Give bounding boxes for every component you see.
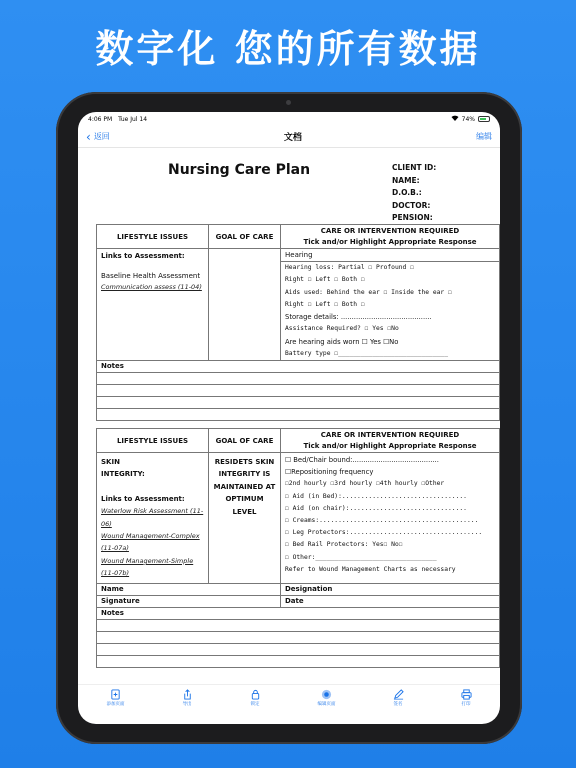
skin-line[interactable]: ☐Repositioning frequency [285,468,374,477]
assessment-link[interactable]: (11-07b) [101,569,130,578]
notes-label: Notes [97,361,500,373]
integrity-label: INTEGRITY: [101,470,145,479]
chevron-left-icon: ‹ [86,129,91,144]
intervention-cell-skin [281,453,500,584]
hearing-line[interactable]: Right ☐ Left ☐ Both ☐ [285,300,365,308]
hearing-line[interactable]: Right ☐ Left ☐ Both ☐ [285,276,365,284]
navigation-bar [78,126,500,148]
issue-cell-hearing [97,249,209,361]
name-field[interactable]: Name [97,583,281,595]
skin-line[interactable]: ☐ Aid (on chair):............................... [285,504,467,512]
client-pension-label: PENSION: [392,213,433,222]
skin-line[interactable]: ☐ Bed/Chair bound:........................................ [285,456,439,464]
header-care-line2: Tick and/or Highlight Appropriate Response [303,238,477,246]
assessment-link[interactable]: Wound Management-Complex [101,532,200,541]
hearing-line[interactable]: Are hearing aids worn ☐ Yes ☐No [285,337,399,346]
hearing-line[interactable]: Storage details: .......................................... [285,313,432,322]
intervention-cell-hearing [281,249,500,361]
date-field[interactable]: Date [281,595,500,607]
notes-line[interactable] [97,397,500,409]
notes-line[interactable] [97,373,500,385]
assessment-link[interactable]: (11-07a) [101,544,129,553]
goal-cell-skin [209,453,281,584]
header-goal-of-care: GOAL OF CARE [209,225,281,249]
client-doctor-label: DOCTOR: [392,200,431,210]
battery-percent: 74% [461,115,475,123]
lock-button[interactable] [250,689,261,707]
notes-line[interactable] [97,409,500,421]
communication-assess-link[interactable]: Communication assess (11-04) [101,283,202,291]
skin-line[interactable]: ☐ Creams:.......................................... [285,517,479,525]
header-care-required [281,225,500,249]
notes-label: Notes [97,607,500,619]
header-care-line1: CARE OR INTERVENTION REQUIRED [320,431,460,439]
designation-field[interactable]: Designation [281,583,500,595]
client-info-block [392,162,436,225]
hearing-line[interactable]: Hearing loss: Partial ☐ Profound ☐ [285,264,414,271]
goal-line: RESIDETS SKIN [214,458,275,466]
front-camera [286,100,291,105]
app-screen [78,112,500,724]
baseline-assessment-text: Baseline Health Assessment [101,272,201,280]
care-plan-table-skin [96,428,500,668]
signature-label: 签名 [393,702,403,707]
notes-line[interactable] [97,619,500,631]
header-goal-of-care: GOAL OF CARE [209,429,281,453]
signature-field[interactable]: Signature [97,595,281,607]
document-page[interactable] [88,156,490,678]
add-page-icon [110,689,121,700]
status-time: 4:06 PM [88,115,113,123]
skin-line[interactable]: ☐ Bed Rail Protectors: Yes☐ No☐ [285,541,403,549]
skin-line[interactable]: ☐ Aid (in Bed):................................. [285,492,467,500]
skin-line[interactable]: ☐ Other:________________________________ [285,553,437,561]
client-id-label: CLIENT ID: [392,163,437,172]
back-button[interactable] [86,131,110,142]
print-label: 打印 [461,702,471,707]
print-icon [461,689,472,700]
edit-page-button[interactable] [318,689,336,707]
notes-line[interactable] [97,385,500,397]
ipad-device-frame [56,92,522,744]
hearing-heading: Hearing [281,249,499,262]
assessment-link[interactable]: 06) [101,519,112,528]
lock-label: 锁定 [250,702,260,707]
skin-line[interactable]: ☐ Leg Protectors:................................... [285,529,483,537]
export-label: 导出 [182,702,192,707]
status-bar [78,112,500,126]
header-care-required [281,429,500,453]
status-date: Tue Jul 14 [118,115,148,123]
links-to-assessment-label: Links to Assessment: [101,494,185,503]
back-label: 返回 [93,132,110,141]
add-page-button[interactable] [107,689,125,707]
nav-title: 文档 [283,133,302,143]
edit-page-icon [321,689,332,700]
client-name-label: NAME: [392,175,420,185]
client-dob-label: D.O.B.: [392,188,422,197]
goal-line: OPTIMUM LEVEL [225,495,264,516]
print-button[interactable] [461,689,472,707]
skin-line[interactable]: ☐2nd hourly ☐3rd hourly ☐4th hourly ☐Other [285,480,445,488]
skin-line: Refer to Wound Management Charts as necessary [285,565,456,573]
edit-button[interactable]: 编辑 [475,132,492,141]
edit-page-label: 编辑页面 [317,702,336,707]
wifi-icon [451,115,459,123]
hearing-line[interactable]: Aids used: Behind the ear ☐ Inside the ear ☐ [285,288,452,296]
header-care-line2: Tick and/or Highlight Appropriate Response [303,442,477,450]
notes-line[interactable] [97,631,500,643]
links-to-assessment-label: Links to Assessment: [101,252,185,260]
battery-icon [478,116,490,122]
header-lifestyle-issues: LIFESTYLE ISSUES [97,225,209,249]
header-lifestyle-issues: LIFESTYLE ISSUES [97,429,209,453]
export-button[interactable] [182,689,193,707]
goal-cell-hearing [209,249,281,361]
assessment-link[interactable]: Waterlow Risk Assessment (11- [101,507,204,516]
lock-icon [250,689,261,700]
hero-title: 数字化 您的所有数据 [95,27,481,71]
hearing-line[interactable]: Assistance Required? ☐ Yes ☐No [285,325,399,333]
notes-line[interactable] [97,655,500,667]
assessment-link[interactable]: Wound Management-Simple [101,556,194,565]
battery-level [480,118,486,120]
goal-line: MAINTAINED AT [213,482,276,491]
hearing-line[interactable]: Battery type ☐_____________________________ [285,350,449,358]
add-page-label: 添加页面 [106,702,125,707]
care-plan-table-hearing [96,224,500,421]
goal-line: INTEGRITY IS [218,470,271,479]
issue-cell-skin [97,453,209,584]
skin-label: SKIN [101,458,120,466]
notes-line[interactable] [97,643,500,655]
signature-button[interactable] [393,689,404,707]
bottom-toolbar [78,684,500,724]
signature-icon [393,689,404,700]
document-title: Nursing Care Plan [168,162,311,178]
share-icon [182,689,193,700]
header-care-line1: CARE OR INTERVENTION REQUIRED [320,227,460,235]
